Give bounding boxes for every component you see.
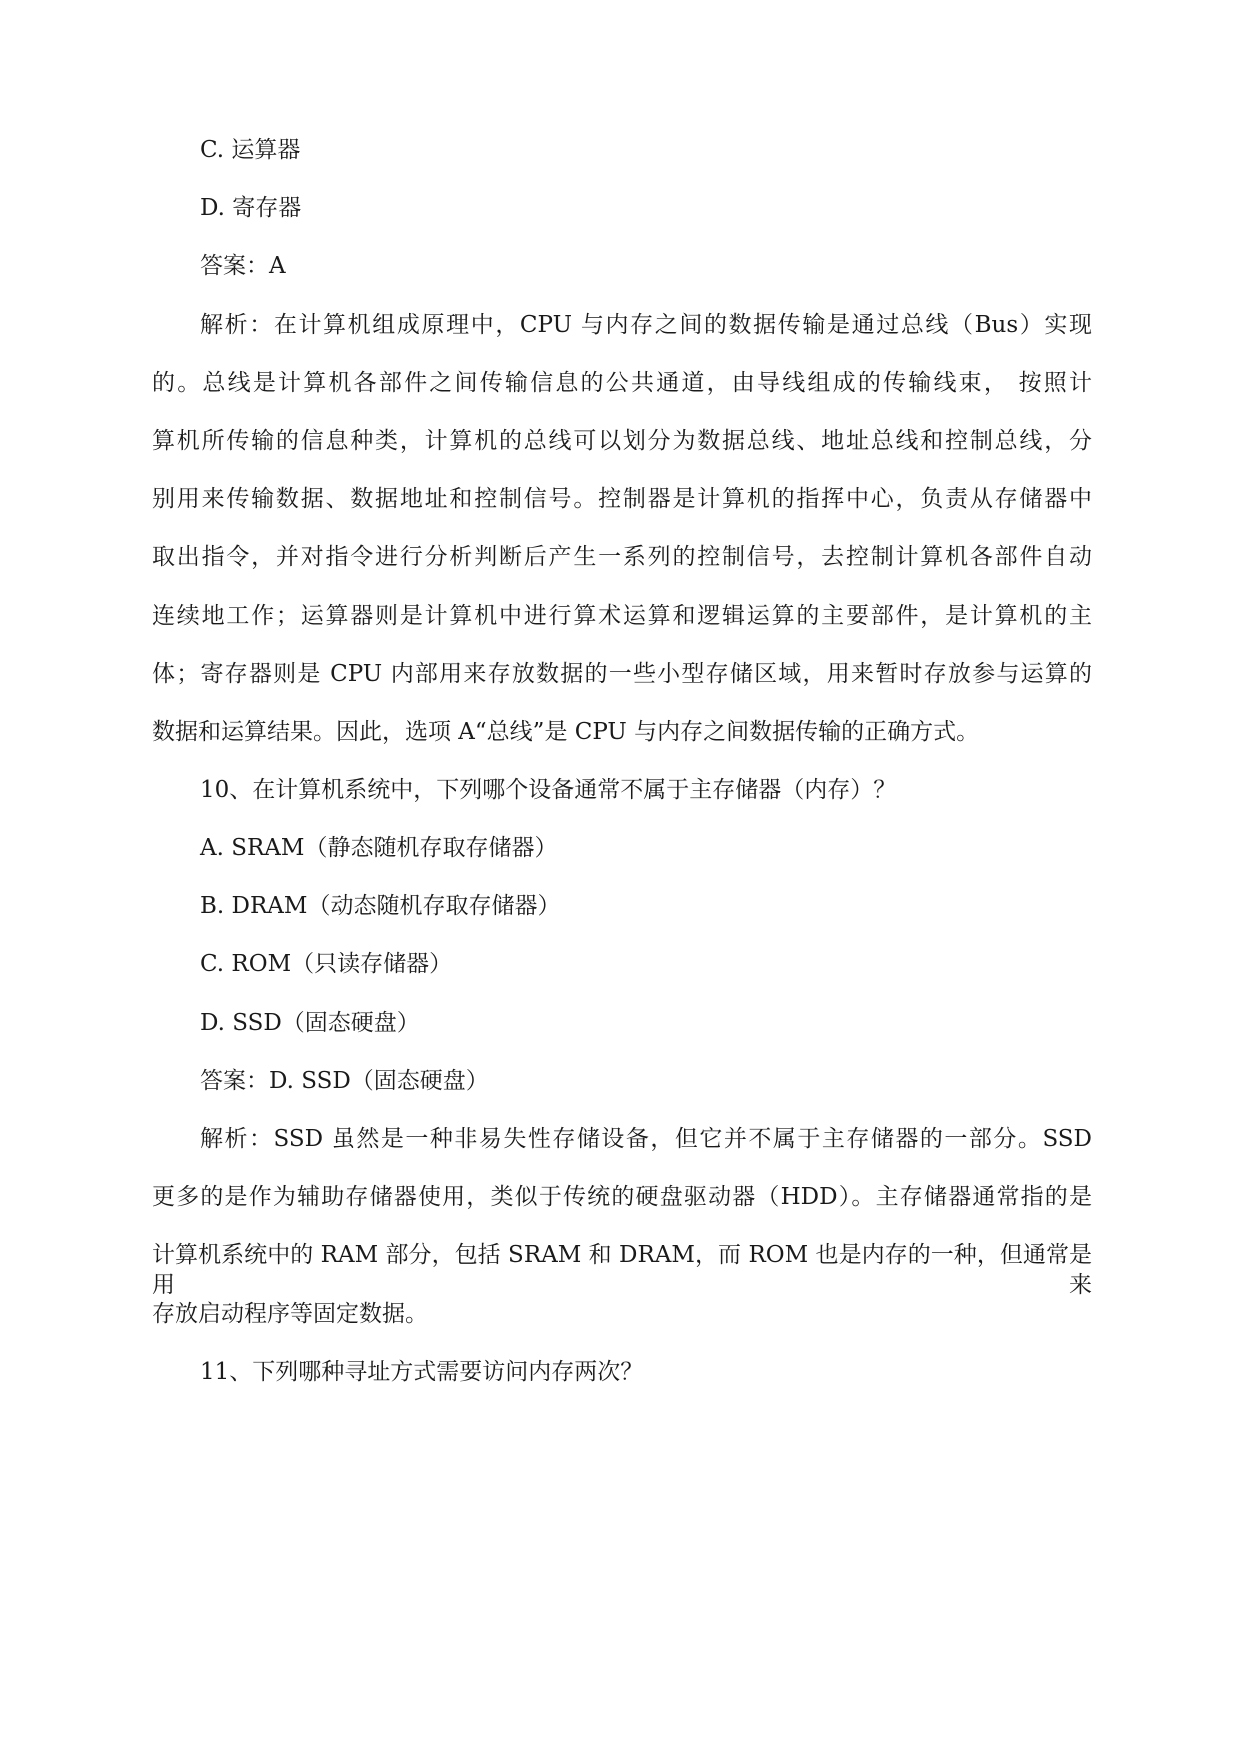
q10-option-b: B. DRAM（动态随机存取存储器） [200, 893, 561, 919]
q10-option-a: A. SRAM（静态随机存取存储器） [200, 835, 558, 861]
q10-explanation-line-1: 解析：SSD 虽然是一种非易失性存储设备，但它并不属于主存储器的一部分。SSD [200, 1126, 1092, 1152]
q10-explanation-line-3: 计算机系统中的 RAM 部分，包括 SRAM 和 DRAM，而 ROM 也是内存的一种，但通常是用来 [152, 1242, 1092, 1298]
q9-explanation-line-8: 数据和运算结果。因此，选项 A“总线”是 CPU 与内存之间数据传输的正确方式。 [152, 719, 980, 745]
q10-question: 10、在计算机系统中，下列哪个设备通常不属于主存储器（内存）？ [200, 777, 897, 803]
q9-answer: 答案：A [200, 253, 286, 279]
q9-option-c: C. 运算器 [200, 137, 301, 163]
q9-explanation-line-7: 体；寄存器则是 CPU 内部用来存放数据的一些小型存储区域，用来暂时存放参与运算的 [152, 661, 1092, 687]
q10-explanation-line-2: 更多的是作为辅助存储器使用，类似于传统的硬盘驱动器（HDD）。主存储器通常指的是 [152, 1184, 1092, 1210]
q9-explanation-line-1: 解析：在计算机组成原理中，CPU 与内存之间的数据传输是通过总线（Bus）实现 [200, 312, 1092, 338]
q9-explanation-line-3: 算机所传输的信息种类，计算机的总线可以划分为数据总线、地址总线和控制总线，分 [152, 428, 1092, 454]
q11-question: 11、下列哪种寻址方式需要访问内存两次？ [200, 1359, 644, 1385]
q9-explanation-line-6: 连续地工作；运算器则是计算机中进行算术运算和逻辑运算的主要部件，是计算机的主 [152, 603, 1092, 629]
q10-option-c: C. ROM（只读存储器） [200, 951, 453, 977]
q9-explanation-line-2: 的。总线是计算机各部件之间传输信息的公共通道，由导线组成的传输线束， 按照计 [152, 370, 1092, 396]
q10-explanation-line-4: 存放启动程序等固定数据。 [152, 1301, 428, 1327]
q10-option-d: D. SSD（固态硬盘） [200, 1010, 420, 1036]
q9-explanation-line-4: 别用来传输数据、数据地址和控制信号。控制器是计算机的指挥中心，负责从存储器中 [152, 486, 1092, 512]
q9-option-d: D. 寄存器 [200, 195, 302, 221]
q10-answer: 答案：D. SSD（固态硬盘） [200, 1068, 489, 1094]
q9-explanation-line-5: 取出指令，并对指令进行分析判断后产生一系列的控制信号，去控制计算机各部件自动 [152, 544, 1092, 570]
